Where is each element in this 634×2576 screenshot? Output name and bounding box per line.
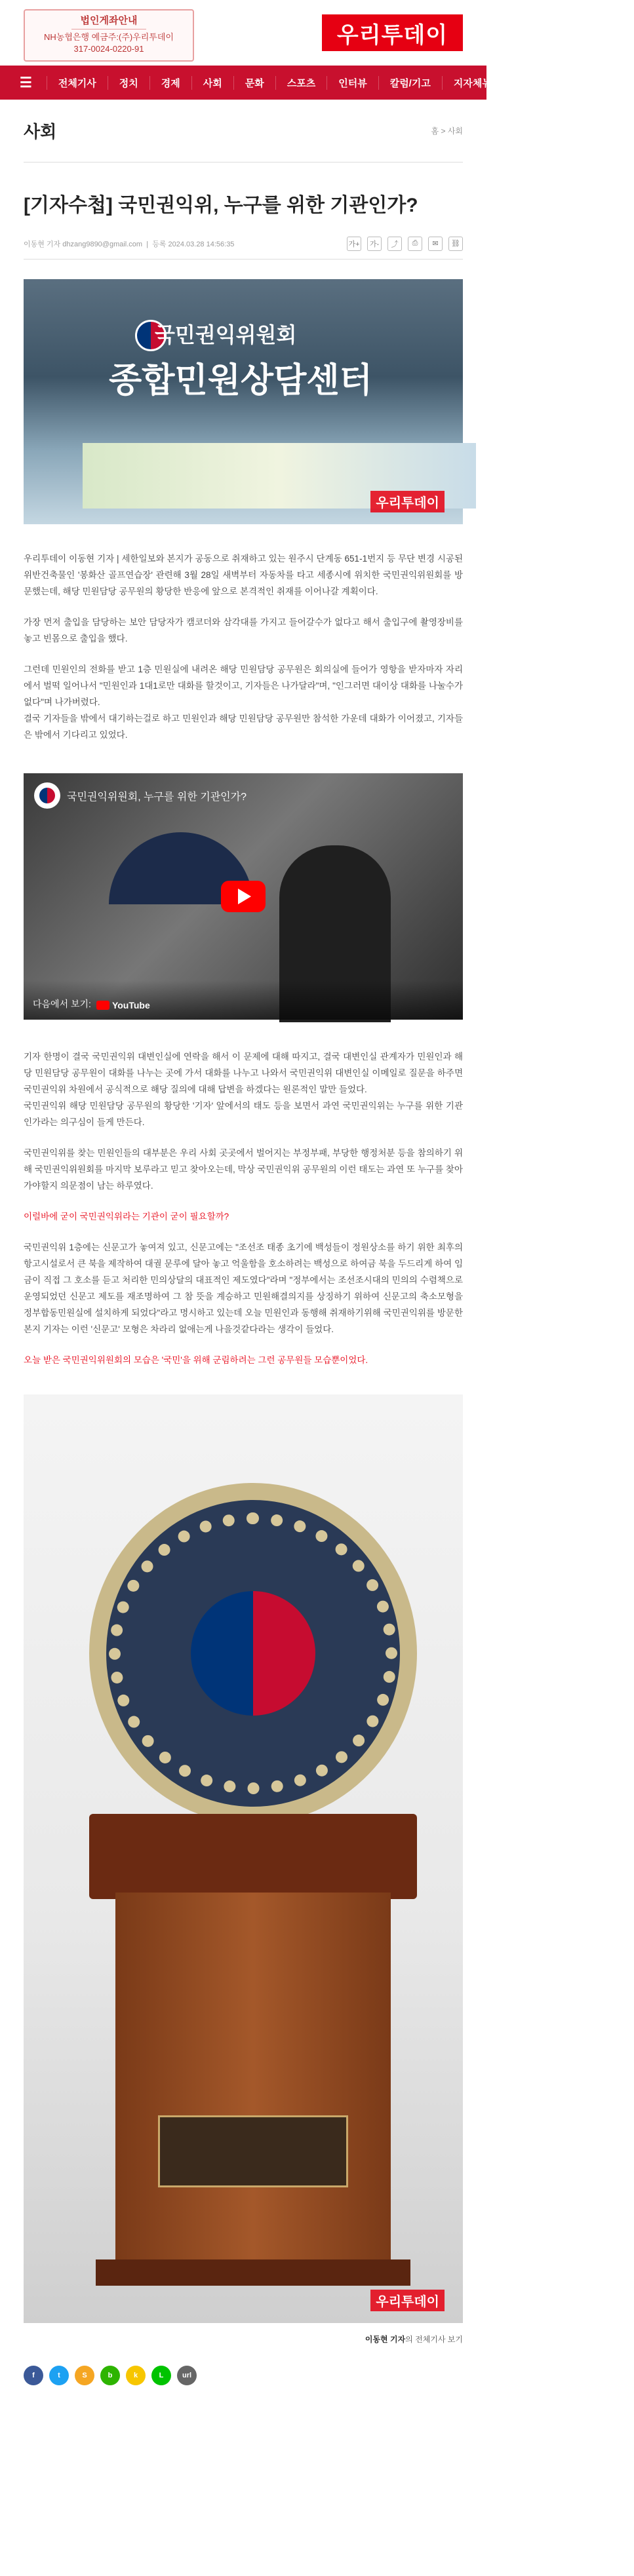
nav-item-special[interactable]: 특별기획 (512, 76, 573, 90)
article-paragraph: 국민권익위 1층에는 신문고가 놓여져 있고, 신문고에는 "조선조 태종 초기에 백성들이 정원상소를 하기 위한 최후의 항고시설로서 큰 북을 제작하여 대궐 문루에 달아 놓고 억울함을 호소하려는 백성으로 하여금 북을 두드리게 하여 임금이 직접 그 호소를 듣고 처리한 민의상달의 대표적인 제도였다"라며 "정부에서는 조선조시대의 민의의 수렴책으로 운영되었던 신문고 제도를 재조명하여 그 참 뜻을 계승하고 민원해결의지를 상징하기 위하여 신문고의 축소모형을 정부합동민원실에 설치하게 되었다"라고 명시하고 있는데 오늘 민원인과 동행해 취재하기위해 국민권익위를 방문한 본지 기자는 이런 '신문고' 모형은 차라리 없애는게 나을것같다라는 생각이 들었다. (24, 1242, 463, 1334)
photo-watermark: 우리투데이 (370, 491, 445, 512)
play-icon (238, 889, 251, 904)
article-tools (347, 237, 463, 251)
watch-on-label: 다음에서 보기: (33, 999, 91, 1009)
article-highlight: 오늘 받은 국민권익위원회의 모습은 '국민'을 위해 군림하려는 그런 공무원들 모습뿐이었다. (24, 1355, 368, 1365)
nav-item-economy[interactable]: 경제 (149, 76, 191, 90)
article-paragraph: 가장 먼저 출입을 담당하는 보안 담당자가 캠코더와 삼각대를 가지고 들어갈수가 없다고 해서 출입구에 촬영장비를 놓고 빈몸으로 출입을 했다. (24, 617, 463, 644)
band-share-icon[interactable]: b (100, 2366, 120, 2385)
account-ad-banner[interactable] (24, 9, 194, 62)
photo-watermark: 우리투데이 (370, 2290, 445, 2311)
inscription-plate (158, 2115, 348, 2187)
ad-bank: NH농협은행 예금주:(주)우리투데이 (44, 32, 174, 43)
byline: 이동현 기자 dhzang9890@gmail.com (24, 240, 143, 248)
share-bar (24, 2366, 463, 2385)
video-header (34, 782, 247, 809)
ad-title: 법인게좌안내 (71, 14, 147, 29)
site-logo[interactable] (322, 14, 463, 51)
nav-item-politics[interactable]: 정치 (108, 76, 149, 90)
article-paragraph: 결국 기자들을 밖에서 대기하는걸로 하고 민원인과 해당 민원담당 공무원만 참석한 가운데 대화가 이어졌고, 기자들은 밖에서 기다리고 있었다. (24, 714, 463, 740)
article-info: 이동현 기자 dhzang9890@gmail.com | 등록 2024.03.28 14:56:35 (24, 240, 235, 248)
article-photo-drum (24, 1394, 463, 2323)
main-nav (0, 66, 624, 100)
video-footer (24, 980, 463, 1020)
print-icon[interactable]: ⎙ (408, 237, 422, 251)
link-icon[interactable]: ⛓ (448, 237, 463, 251)
drum-pattern (109, 1512, 397, 1794)
section-header (24, 100, 463, 163)
publish-date: 등록 2024.03.28 14:56:35 (152, 240, 235, 248)
article-paragraph: 국민권익위를 찾는 민원인들의 대부분은 우리 사회 곳곳에서 벌어지는 부정부패, 부당한 행정처분 등을 참의하기 위해 국민권익위원회를 마지막 보루라고 믿고 찾아오는데, 막상 국민권익위 공무원의 이런 태도는 과연 또 누구를 찾아가야할지 의문점이 남는 하루였다. (24, 1148, 463, 1191)
font-smaller-button[interactable]: 가- (367, 237, 382, 251)
article-title: [기자수첩] 국민권익위, 누구를 위한 기관인가? (24, 195, 418, 216)
ad-account: 317-0024-0220-91 (73, 43, 144, 54)
nav-item-photo[interactable]: 포토뉴스 (573, 76, 634, 90)
emblem-icon (39, 788, 55, 803)
nav-item-culture[interactable]: 문화 (233, 76, 275, 90)
building-sign: 국민권익위원회 종합민원상담센터 (109, 323, 372, 400)
kakaostory-share-icon[interactable]: S (75, 2366, 94, 2385)
nav-item-sports[interactable]: 스포츠 (275, 76, 327, 90)
author-credit[interactable] (24, 2334, 463, 2345)
drum-stand (89, 1814, 417, 1899)
nav-item-interview[interactable]: 인터뷰 (327, 76, 378, 90)
line-share-icon[interactable]: L (151, 2366, 171, 2385)
facebook-share-icon[interactable]: f (24, 2366, 43, 2385)
article-paragraph: 기자 한명이 결국 국민권익위 대변인실에 연락을 해서 이 문제에 대해 따지고, 결국 대변인실 관계자가 민원인과 해당 민원담당 공무원이 대화를 나누는 곳에 가서 대화를 나누고 나와서 국민권익위 대변인실 이메일로 질문을 하주면 국민권익위 차원에서 공식적으로 해당 질의에 대해 답변을 하겠다는 원론적인 말만 들었다. (24, 1052, 463, 1094)
nav-item-local[interactable]: 지자체뉴스 (442, 76, 512, 90)
channel-avatar[interactable] (34, 782, 60, 809)
cabinet-base (96, 2259, 410, 2286)
section-title: 사회 (24, 122, 57, 142)
mail-icon[interactable]: ✉ (428, 237, 443, 251)
menu-icon[interactable]: ☰ (20, 75, 32, 90)
font-larger-button[interactable]: 가+ (347, 237, 361, 251)
site-header (0, 0, 486, 66)
article-highlight: 이럴바에 굳이 국민권익위라는 기관이 굳이 필요할까? (24, 1212, 229, 1221)
author-name[interactable]: 이동현 기자 (365, 2335, 406, 2344)
kakao-share-icon[interactable]: k (126, 2366, 146, 2385)
youtube-icon (96, 1001, 109, 1010)
nav-item-society[interactable]: 사회 (191, 76, 233, 90)
share-icon[interactable]: ⤴ (387, 237, 402, 251)
article-paragraph: 우리투데이 이동현 기자 | 세한일보와 본지가 공동으로 취재하고 있는 원주시 단계동 651-1번지 등 무단 변경 시공된 위반건축물인 '봉화산 골프연습장' 관련해 3월 28일 새벽부터 자동차를 타고 세종시에 위치한 국민권익위원회를 방문했는데, 해당 민원담당 공무원의 황당한 반응에 앞으로 본격적인 취재를 이어나갈 계획이다. (24, 554, 463, 596)
twitter-share-icon[interactable]: t (49, 2366, 69, 2385)
article-meta (24, 236, 463, 260)
author-all-articles[interactable]: 의 전체기사 보기 (405, 2335, 463, 2344)
nav-item-all[interactable]: 전체기사 (47, 76, 108, 90)
play-button[interactable] (221, 881, 266, 912)
site-logo-text: 우리투데이 (336, 22, 448, 48)
wooden-cabinet (115, 1893, 391, 2259)
breadcrumb[interactable]: 홈 > 사회 (431, 126, 463, 136)
embedded-video[interactable] (24, 773, 463, 1020)
youtube-link[interactable]: YouTube (96, 1000, 150, 1010)
article-paragraph: 그런데 민원인의 전화를 받고 1층 민원실에 내려온 해당 민원담당 공무원은 회의실에 들어가 영항을 받자마자 자리에서 벌떡 일어나서 "민원인과 1대1로만 대화를 할것이고, 기자들은 나가달라"며, "인그러면 대이상 대화를 나눌수가 없다"며 나가버렸다. (24, 664, 463, 707)
video-title[interactable]: 국민권익위원회, 누구를 위한 기관인가? (67, 791, 247, 803)
article-paragraph: 국민권익위 해당 민원담당 공무원의 황당한 '기자' 앞에서의 태도 등을 보면서 과연 국민권익위는 누구를 위한 기관인가라는 의구심이 들게 만든다. (24, 1101, 463, 1127)
nav-item-column[interactable]: 칼럼/기고 (378, 76, 442, 90)
article-photo-building (24, 279, 463, 524)
url-copy-icon[interactable]: url (177, 2366, 197, 2385)
